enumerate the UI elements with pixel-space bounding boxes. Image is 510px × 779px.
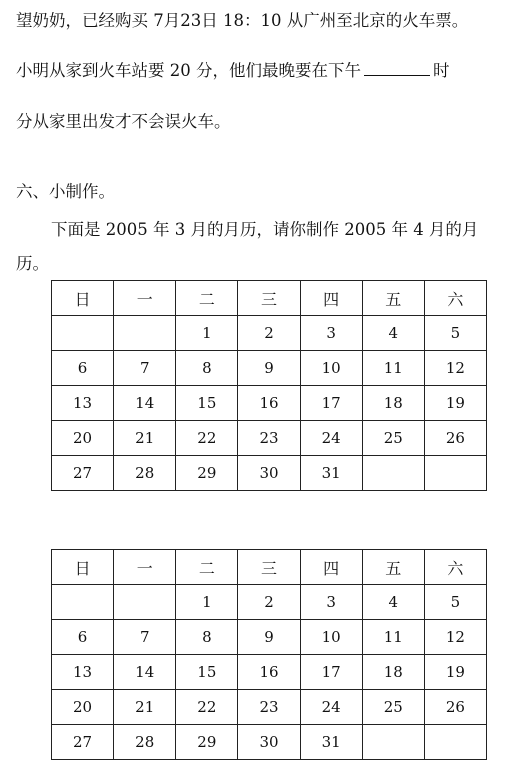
day-cell: 4	[362, 585, 424, 620]
calendar-week-row	[52, 316, 487, 351]
day-cell: 28	[114, 725, 176, 760]
day-cell: 16	[238, 386, 300, 421]
day-cell	[424, 456, 486, 491]
calendar-march-2005	[51, 280, 487, 491]
calendar-week-row	[52, 456, 487, 491]
day-cell: 19	[424, 655, 486, 690]
section-heading: 六、小制作。	[16, 182, 115, 201]
calendar-week-row	[52, 690, 487, 725]
weekday-header: 一	[114, 550, 176, 585]
day-cell	[114, 316, 176, 351]
day-cell: 15	[176, 386, 238, 421]
day-cell: 31	[300, 456, 362, 491]
weekday-header: 三	[238, 550, 300, 585]
day-cell: 27	[52, 725, 114, 760]
day-cell: 3	[300, 316, 362, 351]
calendar-week-row	[52, 386, 487, 421]
calendar-header-row	[52, 281, 487, 316]
calendar-april-2005-answer	[51, 549, 487, 760]
day-cell	[52, 316, 114, 351]
day-cell: 6	[52, 620, 114, 655]
calendar-week-row	[52, 351, 487, 386]
day-cell: 20	[52, 690, 114, 725]
day-cell: 1	[176, 585, 238, 620]
weekday-header: 四	[300, 550, 362, 585]
problem-text-line-2-start: 小明从家到火车站要 20 分，他们最晚要在下午	[16, 61, 361, 80]
calendar-week-row	[52, 725, 487, 760]
answer-blank	[364, 61, 430, 76]
day-cell: 25	[362, 421, 424, 456]
weekday-header: 六	[424, 281, 486, 316]
calendar-week-row	[52, 421, 487, 456]
day-cell: 7	[114, 351, 176, 386]
weekday-header: 六	[424, 550, 486, 585]
day-cell: 21	[114, 690, 176, 725]
weekday-header: 一	[114, 281, 176, 316]
day-cell: 30	[238, 725, 300, 760]
day-cell: 13	[52, 386, 114, 421]
day-cell: 9	[238, 351, 300, 386]
weekday-header: 三	[238, 281, 300, 316]
day-cell: 24	[300, 421, 362, 456]
day-cell	[52, 585, 114, 620]
day-cell: 12	[424, 351, 486, 386]
day-cell: 8	[176, 351, 238, 386]
day-cell: 16	[238, 655, 300, 690]
day-cell: 29	[176, 725, 238, 760]
day-cell: 20	[52, 421, 114, 456]
day-cell: 22	[176, 690, 238, 725]
day-cell: 3	[300, 585, 362, 620]
task-text-line-2: 历。	[16, 254, 49, 273]
day-cell: 6	[52, 351, 114, 386]
day-cell: 11	[362, 620, 424, 655]
day-cell: 26	[424, 421, 486, 456]
day-cell	[424, 725, 486, 760]
day-cell	[362, 725, 424, 760]
day-cell: 23	[238, 690, 300, 725]
day-cell: 15	[176, 655, 238, 690]
day-cell: 31	[300, 725, 362, 760]
weekday-header: 二	[176, 281, 238, 316]
day-cell	[362, 456, 424, 491]
day-cell: 18	[362, 655, 424, 690]
day-cell: 14	[114, 386, 176, 421]
day-cell: 24	[300, 690, 362, 725]
problem-text-line-1: 望奶奶，已经购买 7月23日 18：10 从广州至北京的火车票。	[16, 11, 469, 30]
calendar-week-row	[52, 620, 487, 655]
weekday-header: 日	[52, 550, 114, 585]
day-cell: 23	[238, 421, 300, 456]
day-cell: 19	[424, 386, 486, 421]
day-cell: 27	[52, 456, 114, 491]
day-cell	[114, 585, 176, 620]
problem-text-line-2-end: 时	[433, 61, 450, 80]
day-cell: 17	[300, 655, 362, 690]
day-cell: 13	[52, 655, 114, 690]
day-cell: 22	[176, 421, 238, 456]
day-cell: 17	[300, 386, 362, 421]
problem-text-line-3: 分从家里出发才不会误火车。	[16, 112, 231, 131]
day-cell: 1	[176, 316, 238, 351]
day-cell: 25	[362, 690, 424, 725]
calendar-header-row	[52, 550, 487, 585]
day-cell: 2	[238, 316, 300, 351]
day-cell: 5	[424, 316, 486, 351]
day-cell: 7	[114, 620, 176, 655]
day-cell: 29	[176, 456, 238, 491]
weekday-header: 五	[362, 550, 424, 585]
day-cell: 12	[424, 620, 486, 655]
day-cell: 14	[114, 655, 176, 690]
task-text-line-1: 下面是 2005 年 3 月的月历，请你制作 2005 年 4 月的月	[51, 220, 479, 239]
day-cell: 4	[362, 316, 424, 351]
day-cell: 5	[424, 585, 486, 620]
weekday-header: 日	[52, 281, 114, 316]
day-cell: 10	[300, 620, 362, 655]
day-cell: 2	[238, 585, 300, 620]
day-cell: 21	[114, 421, 176, 456]
day-cell: 8	[176, 620, 238, 655]
day-cell: 10	[300, 351, 362, 386]
problem-text-line-2	[16, 60, 450, 82]
day-cell: 26	[424, 690, 486, 725]
day-cell: 18	[362, 386, 424, 421]
calendar-week-row	[52, 585, 487, 620]
weekday-header: 四	[300, 281, 362, 316]
day-cell: 30	[238, 456, 300, 491]
weekday-header: 二	[176, 550, 238, 585]
day-cell: 11	[362, 351, 424, 386]
day-cell: 28	[114, 456, 176, 491]
calendar-week-row	[52, 655, 487, 690]
day-cell: 9	[238, 620, 300, 655]
weekday-header: 五	[362, 281, 424, 316]
